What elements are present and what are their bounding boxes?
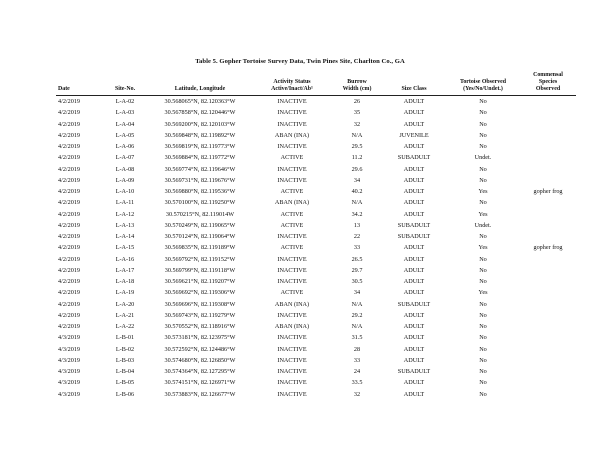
cell-burrow-width: N/A xyxy=(351,131,363,139)
cell-burrow-width: 33.5 xyxy=(351,379,363,387)
table-row xyxy=(56,287,576,298)
cell-latlon: 30.569884°N, 82.119772°W xyxy=(164,154,236,162)
cell-latlon: 30.570215°N, 82.119014W xyxy=(165,210,235,218)
header-activity-line1: Activity Status xyxy=(273,79,311,85)
cell-commensal xyxy=(520,355,576,366)
cell-latlon: 30.570249°N, 82.119065°W xyxy=(164,221,236,229)
header-activity xyxy=(252,72,332,96)
cell-burrow-width: 34.2 xyxy=(351,210,363,218)
cell-size-class: ADULT xyxy=(403,278,425,285)
cell-burrow-width: 29.6 xyxy=(351,165,363,173)
cell-latlon: 30.569696°N, 82.119308°W xyxy=(164,300,236,308)
cell-date: 4/2/2019 xyxy=(58,289,81,297)
table-title: Table 5. Gopher Tortoise Survey Data, Twin Pines Site, Charlton Co., GA xyxy=(195,58,405,65)
cell-activity: INACTIVE xyxy=(277,266,307,274)
header-commensal-line1: Commensal xyxy=(533,72,563,78)
cell-site: L-B-05 xyxy=(115,379,135,387)
table-row xyxy=(56,175,576,186)
table-row xyxy=(56,152,576,163)
cell-activity: ABAN (INA) xyxy=(274,300,310,308)
header-site: Site-No. xyxy=(102,72,148,96)
cell-burrow-width: 29.2 xyxy=(351,311,363,319)
cell-date: 4/2/2019 xyxy=(58,109,81,117)
cell-date: 4/2/2019 xyxy=(58,221,81,229)
cell-commensal xyxy=(520,287,576,298)
cell-tortoise-observed: Yes xyxy=(478,210,488,218)
cell-size-class: SUBADULT xyxy=(397,368,431,375)
cell-activity: INACTIVE xyxy=(277,311,307,319)
cell-burrow-width: 35 xyxy=(353,109,361,117)
table-row xyxy=(56,254,576,265)
cell-activity: ACTIVE xyxy=(280,289,304,297)
cell-activity: ACTIVE xyxy=(280,244,304,252)
cell-tortoise-observed: No xyxy=(479,356,487,364)
cell-latlon: 30.574364°N, 82.127295°W xyxy=(164,368,236,375)
table-row xyxy=(56,299,576,310)
cell-size-class: ADULT xyxy=(403,176,425,184)
cell-commensal: gopher frog xyxy=(533,244,563,252)
cell-latlon: 30.569819°N, 82.119773°W xyxy=(164,143,236,150)
cell-site: L-B-02 xyxy=(115,345,135,353)
cell-date: 4/2/2019 xyxy=(58,311,81,319)
cell-commensal xyxy=(520,96,576,108)
cell-site: L-A-20 xyxy=(115,300,135,308)
cell-size-class: ADULT xyxy=(403,334,425,342)
cell-size-class: ADULT xyxy=(403,244,425,252)
cell-tortoise-observed: No xyxy=(479,334,487,342)
cell-date: 4/2/2019 xyxy=(58,300,81,308)
cell-tortoise-observed: No xyxy=(479,266,487,274)
cell-site: L-A-13 xyxy=(115,221,135,229)
table-row xyxy=(56,141,576,152)
table-row xyxy=(56,186,576,197)
cell-size-class: ADULT xyxy=(403,390,425,398)
cell-tortoise-observed: No xyxy=(479,368,487,375)
cell-latlon: 30.569743°N, 82.119279°W xyxy=(164,311,236,319)
cell-latlon: 30.574680°N, 82.126850°W xyxy=(164,356,236,364)
cell-size-class: ADULT xyxy=(403,345,425,353)
cell-commensal xyxy=(520,152,576,163)
cell-commensal xyxy=(520,299,576,310)
cell-date: 4/3/2019 xyxy=(58,356,81,364)
cell-tortoise-observed: No xyxy=(479,233,487,240)
cell-date: 4/2/2019 xyxy=(58,131,81,139)
cell-site: L-A-12 xyxy=(115,210,135,218)
cell-site: L-A-09 xyxy=(115,176,135,184)
cell-activity: ACTIVE xyxy=(280,188,304,195)
cell-burrow-width: 26.5 xyxy=(351,255,363,263)
table-body xyxy=(56,96,576,400)
cell-size-class: ADULT xyxy=(403,188,425,195)
cell-site: L-A-16 xyxy=(115,255,135,263)
cell-commensal xyxy=(520,321,576,332)
header-commensal-line3: Observed xyxy=(535,86,561,92)
cell-site: L-B-06 xyxy=(115,390,135,398)
table-row xyxy=(56,209,576,220)
cell-commensal xyxy=(520,344,576,355)
table-row xyxy=(56,197,576,208)
cell-burrow-width: 34 xyxy=(353,176,361,184)
cell-burrow-width: 34 xyxy=(353,289,361,297)
cell-activity: INACTIVE xyxy=(277,233,307,240)
cell-burrow-width: 13 xyxy=(353,221,361,229)
cell-tortoise-observed: Undet. xyxy=(474,154,492,162)
cell-burrow-width: N/A xyxy=(351,323,363,330)
cell-latlon: 30.569731°N, 82.119676°W xyxy=(164,176,236,184)
header-tortoise-line1: Tortoise Observed xyxy=(459,79,507,85)
header-tortoise-line2: (Yes/No/Undet.) xyxy=(463,86,503,92)
header-burrow-line2: Width (cm) xyxy=(342,86,372,92)
table-row xyxy=(56,321,576,332)
cell-latlon: 30.569774°N, 82.119646°W xyxy=(164,165,236,173)
cell-date: 4/3/2019 xyxy=(58,368,81,375)
cell-size-class: ADULT xyxy=(403,143,425,150)
cell-site: L-A-05 xyxy=(115,131,135,139)
table-row xyxy=(56,344,576,355)
table-row xyxy=(56,377,576,388)
cell-size-class: ADULT xyxy=(403,98,425,105)
cell-tortoise-observed: No xyxy=(479,165,487,173)
cell-tortoise-observed: No xyxy=(479,311,487,319)
header-row xyxy=(56,72,576,96)
cell-burrow-width: 11.2 xyxy=(351,154,363,162)
cell-size-class: ADULT xyxy=(403,323,425,330)
cell-commensal xyxy=(520,197,576,208)
cell-activity: INACTIVE xyxy=(277,255,307,263)
cell-commensal xyxy=(520,209,576,220)
cell-commensal: gopher frog xyxy=(533,188,563,195)
cell-burrow-width: 31.5 xyxy=(351,334,363,342)
cell-size-class: ADULT xyxy=(403,379,425,387)
cell-site: L-A-18 xyxy=(115,278,135,285)
cell-activity: INACTIVE xyxy=(277,98,307,105)
cell-latlon: 30.572592°N, 82.124486°W xyxy=(164,345,236,353)
cell-latlon: 30.569200°N, 82.120103°W xyxy=(164,120,236,128)
cell-site: L-A-04 xyxy=(115,120,135,128)
cell-date: 4/3/2019 xyxy=(58,334,81,342)
cell-size-class: SUBADULT xyxy=(397,300,431,308)
cell-latlon: 30.569692°N, 82.119306°W xyxy=(164,289,236,297)
cell-tortoise-observed: No xyxy=(479,143,487,150)
cell-tortoise-observed: No xyxy=(479,199,487,207)
cell-site: L-A-14 xyxy=(115,233,135,240)
cell-site: L-A-22 xyxy=(115,323,135,330)
cell-size-class: ADULT xyxy=(403,356,425,364)
header-size-class: Size Class xyxy=(382,72,446,96)
table-row xyxy=(56,355,576,366)
cell-tortoise-observed: No xyxy=(479,345,487,353)
cell-site: L-A-03 xyxy=(115,109,135,117)
cell-burrow-width: 33 xyxy=(353,356,361,364)
cell-burrow-width: 29.5 xyxy=(351,143,363,150)
cell-site: L-A-15 xyxy=(115,244,135,252)
cell-site: L-B-01 xyxy=(115,334,135,342)
cell-burrow-width: 22 xyxy=(353,233,361,240)
cell-date: 4/3/2019 xyxy=(58,345,81,353)
cell-burrow-width: N/A xyxy=(351,300,363,308)
cell-size-class: SUBADULT xyxy=(397,221,431,229)
table-row xyxy=(56,96,576,108)
table-row xyxy=(56,389,576,400)
cell-burrow-width: 40.2 xyxy=(351,188,363,195)
cell-latlon: 30.573181°N, 82.123975°W xyxy=(164,334,236,342)
cell-tortoise-observed: No xyxy=(479,379,487,387)
cell-tortoise-observed: Undet. xyxy=(474,221,492,229)
cell-tortoise-observed: No xyxy=(479,278,487,285)
cell-commensal xyxy=(520,310,576,321)
cell-burrow-width: 28 xyxy=(353,345,361,353)
cell-site: L-A-07 xyxy=(115,154,135,162)
cell-activity: INACTIVE xyxy=(277,345,307,353)
cell-burrow-width: N/A xyxy=(351,199,363,207)
cell-date: 4/2/2019 xyxy=(58,323,81,330)
cell-tortoise-observed: Yes xyxy=(478,188,488,195)
cell-activity: INACTIVE xyxy=(277,379,307,387)
cell-activity: INACTIVE xyxy=(277,109,307,117)
cell-tortoise-observed: No xyxy=(479,255,487,263)
cell-activity: INACTIVE xyxy=(277,176,307,184)
cell-site: L-A-19 xyxy=(115,289,135,297)
cell-date: 4/2/2019 xyxy=(58,120,81,128)
header-activity-line2: Active/Inact/Ab¹ xyxy=(271,86,313,92)
cell-date: 4/2/2019 xyxy=(58,165,81,173)
cell-size-class: ADULT xyxy=(403,120,425,128)
cell-commensal xyxy=(520,276,576,287)
cell-commensal xyxy=(520,265,576,276)
cell-site: L-A-17 xyxy=(115,266,135,274)
header-burrow-line1: Burrow xyxy=(347,79,367,85)
table-row xyxy=(56,107,576,118)
cell-tortoise-observed: No xyxy=(479,131,487,139)
header-commensal xyxy=(520,72,576,96)
cell-activity: ACTIVE xyxy=(280,210,304,218)
header-latlon: Latitude, Longitude xyxy=(148,72,252,96)
cell-size-class: ADULT xyxy=(403,199,425,207)
table-row xyxy=(56,164,576,175)
table-row xyxy=(56,310,576,321)
cell-latlon: 30.570100°N, 82.119250°W xyxy=(164,199,236,207)
cell-commensal xyxy=(520,141,576,152)
cell-latlon: 30.569621°N, 82.119207°W xyxy=(164,278,236,285)
cell-latlon: 30.574151°N, 82.126971°W xyxy=(164,379,236,387)
cell-tortoise-observed: No xyxy=(479,176,487,184)
cell-activity: ACTIVE xyxy=(280,221,304,229)
cell-activity: ABAN (INA) xyxy=(274,131,310,139)
cell-latlon: 30.569792°N, 82.119152°W xyxy=(164,255,236,263)
cell-site: L-B-03 xyxy=(115,356,135,364)
cell-tortoise-observed: No xyxy=(479,323,487,330)
header-burrow-width xyxy=(332,72,382,96)
cell-commensal xyxy=(520,231,576,242)
cell-burrow-width: 24 xyxy=(353,368,361,375)
cell-size-class: ADULT xyxy=(403,255,425,263)
cell-latlon: 30.569835°N, 82.119189°W xyxy=(164,244,236,252)
cell-activity: INACTIVE xyxy=(277,356,307,364)
cell-date: 4/2/2019 xyxy=(58,255,81,263)
cell-size-class: ADULT xyxy=(403,266,425,274)
table-row xyxy=(56,130,576,141)
cell-commensal xyxy=(520,130,576,141)
table-row xyxy=(56,220,576,231)
cell-site: L-A-11 xyxy=(115,199,135,207)
cell-date: 4/2/2019 xyxy=(58,199,81,207)
cell-size-class: ADULT xyxy=(403,289,425,297)
cell-site: L-A-08 xyxy=(115,165,135,173)
cell-commensal xyxy=(520,389,576,400)
table-header xyxy=(56,72,576,96)
cell-burrow-width: 32 xyxy=(353,120,361,128)
table-row xyxy=(56,119,576,130)
cell-size-class: ADULT xyxy=(403,109,425,117)
cell-latlon: 30.568065°N, 82.120363°W xyxy=(164,98,236,105)
cell-commensal xyxy=(520,254,576,265)
cell-activity: ACTIVE xyxy=(280,154,304,162)
cell-tortoise-observed: No xyxy=(479,98,487,105)
cell-size-class: ADULT xyxy=(403,210,425,218)
cell-commensal xyxy=(520,332,576,343)
cell-size-class: SUBADULT xyxy=(397,154,431,162)
cell-latlon: 30.570552°N, 82.118916°W xyxy=(164,323,236,330)
cell-activity: INACTIVE xyxy=(277,278,307,285)
cell-tortoise-observed: No xyxy=(479,300,487,308)
cell-commensal xyxy=(520,377,576,388)
cell-date: 4/2/2019 xyxy=(58,278,81,285)
cell-commensal xyxy=(520,175,576,186)
cell-tortoise-observed: No xyxy=(479,120,487,128)
cell-activity: INACTIVE xyxy=(277,368,307,375)
cell-tortoise-observed: No xyxy=(479,109,487,117)
cell-commensal xyxy=(520,220,576,231)
cell-date: 4/3/2019 xyxy=(58,390,81,398)
table-row xyxy=(56,366,576,377)
cell-burrow-width: 29.7 xyxy=(351,266,363,274)
cell-site: L-A-21 xyxy=(115,311,135,319)
cell-commensal xyxy=(520,107,576,118)
cell-site: L-A-06 xyxy=(115,143,135,150)
cell-date: 4/3/2019 xyxy=(58,379,81,387)
cell-date: 4/2/2019 xyxy=(58,176,81,184)
cell-burrow-width: 26 xyxy=(353,98,361,105)
cell-date: 4/2/2019 xyxy=(58,188,81,195)
cell-date: 4/2/2019 xyxy=(58,98,81,105)
cell-tortoise-observed: Yes xyxy=(478,289,488,297)
cell-date: 4/2/2019 xyxy=(58,266,81,274)
cell-latlon: 30.569799°N, 82.119118°W xyxy=(164,266,236,274)
table-row xyxy=(56,276,576,287)
cell-date: 4/2/2019 xyxy=(58,233,81,240)
cell-size-class: ADULT xyxy=(403,311,425,319)
cell-site: L-B-04 xyxy=(115,368,135,375)
table-row xyxy=(56,242,576,253)
survey-table xyxy=(56,72,576,400)
header-commensal-line2: Species xyxy=(538,79,558,85)
cell-date: 4/2/2019 xyxy=(58,154,81,162)
cell-date: 4/2/2019 xyxy=(58,244,81,252)
cell-burrow-width: 32 xyxy=(353,390,361,398)
cell-size-class: SUBADULT xyxy=(397,233,431,240)
cell-tortoise-observed: Yes xyxy=(478,244,488,252)
cell-burrow-width: 30.5 xyxy=(351,278,363,285)
header-tortoise-observed xyxy=(446,72,520,96)
cell-latlon: 30.569848°N, 82.119892°W xyxy=(164,131,236,139)
cell-activity: INACTIVE xyxy=(277,390,307,398)
cell-activity: INACTIVE xyxy=(277,143,307,150)
table-row xyxy=(56,231,576,242)
cell-activity: INACTIVE xyxy=(277,165,307,173)
cell-date: 4/2/2019 xyxy=(58,143,81,150)
cell-commensal xyxy=(520,366,576,377)
cell-site: L-A-10 xyxy=(115,188,135,195)
cell-commensal xyxy=(520,164,576,175)
cell-date: 4/2/2019 xyxy=(58,210,81,218)
cell-commensal xyxy=(520,119,576,130)
table-row xyxy=(56,265,576,276)
cell-activity: ABAN (INA) xyxy=(274,323,310,330)
cell-latlon: 30.569880°N, 82.119536°W xyxy=(164,188,236,195)
table-row xyxy=(56,332,576,343)
header-date: Date xyxy=(56,72,102,96)
cell-size-class: ADULT xyxy=(403,165,425,173)
cell-tortoise-observed: No xyxy=(479,390,487,398)
cell-latlon: 30.570124°N, 82.119064°W xyxy=(164,233,236,240)
cell-size-class: JUVENILE xyxy=(399,131,429,139)
cell-activity: INACTIVE xyxy=(277,120,307,128)
cell-latlon: 30.573883°N, 82.126677°W xyxy=(164,390,236,398)
cell-activity: INACTIVE xyxy=(277,334,307,342)
cell-site: L-A-02 xyxy=(115,98,135,105)
cell-activity: ABAN (INA) xyxy=(274,199,310,207)
cell-latlon: 30.567858°N, 82.120446°W xyxy=(164,109,236,117)
cell-burrow-width: 33 xyxy=(353,244,361,252)
